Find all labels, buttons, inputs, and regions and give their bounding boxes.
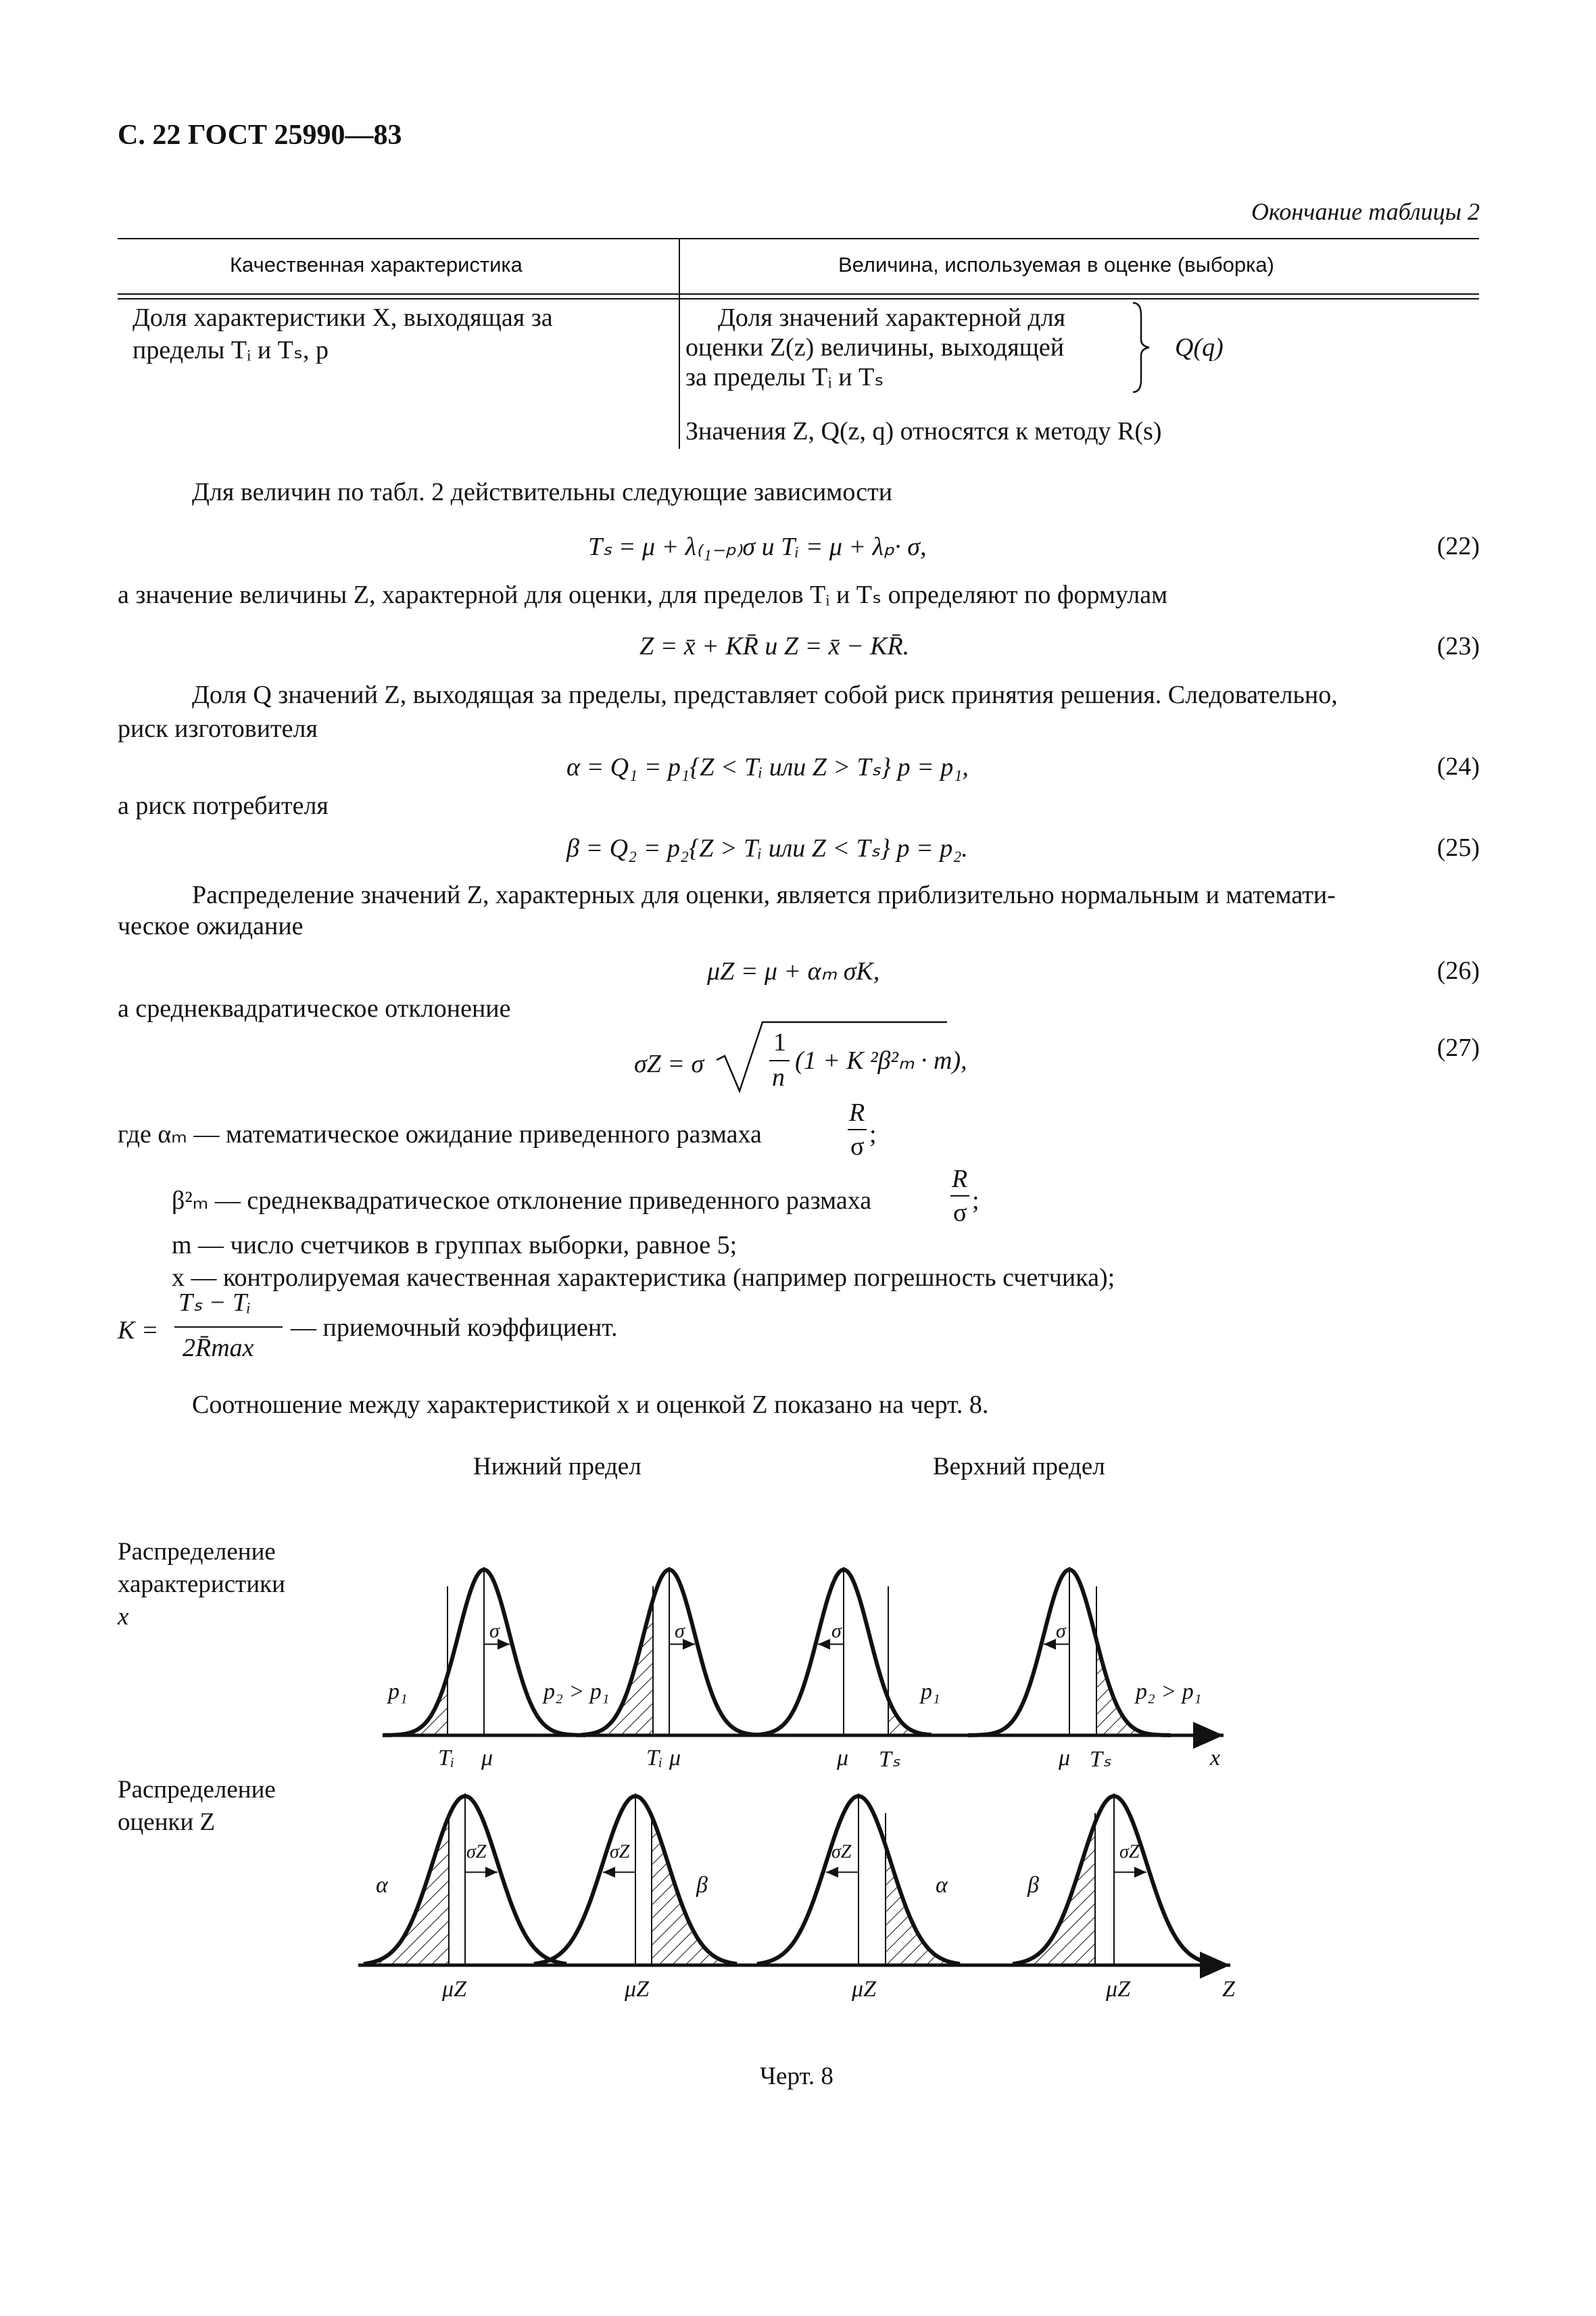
figure-lower-limit-heading: Нижний предел — [473, 1453, 642, 1480]
paragraph-3-line1: Доля Q значений Z, выходящая за пределы, представляет собой риск принятия решения. Следовательно, — [192, 681, 1338, 709]
bell-upper-p2 — [968, 1567, 1171, 1735]
page-header: С. 22 ГОСТ 25990—83 — [118, 120, 402, 151]
equation-27-fraction-den: n — [772, 1063, 785, 1092]
table-cell-r1c2-line2: оценки Z(z) величины, выходящей — [685, 333, 1065, 362]
label-mu-3: μ — [837, 1745, 849, 1770]
label-alpha-2: α — [936, 1873, 948, 1898]
definition-k-num: Tₛ − Tᵢ — [178, 1288, 251, 1317]
table-cell-r1c1-line1: Доля характеристики X, выходящая за — [132, 304, 553, 332]
table-cell-r1c2-symbol: Q(q) — [1175, 333, 1224, 362]
equation-26: μZ = μ + αₘ σK, — [707, 957, 880, 986]
label-beta-1: β — [696, 1873, 708, 1898]
label-ti-1: Tᵢ — [438, 1745, 455, 1770]
bell-lower-p2 — [581, 1567, 757, 1735]
figure-upper-limit-heading: Верхний предел — [933, 1453, 1105, 1480]
bell-estimate-beta-2 — [1013, 1793, 1215, 1965]
equation-25: β = Q₂ = p₂{Z > Tᵢ или Z < Tₛ} p = p₂. — [566, 834, 968, 863]
characteristic-distribution-row — [383, 1567, 1171, 1735]
figure-row1-label-line1: Распределение — [118, 1538, 276, 1566]
figure-row1-label-line3: x — [118, 1603, 129, 1631]
table-header-col1: Качественная характеристика — [230, 253, 523, 276]
equation-26-number: (26) — [1436, 957, 1480, 985]
definition-alpha-frac-den: σ — [850, 1132, 865, 1161]
tail-hatch — [886, 1845, 960, 1965]
equation-27-lhs: σZ = σ — [634, 1050, 704, 1078]
table-header-col2: Величина, используемая в оценке (выборка) — [838, 253, 1274, 276]
definition-beta-semicolon: ; — [972, 1186, 980, 1215]
estimate-distribution-row — [364, 1793, 1215, 1965]
bell-upper-p1 — [756, 1567, 932, 1735]
label-mu-4: μ — [1059, 1745, 1071, 1770]
label-ts-2: Tₛ — [1090, 1747, 1111, 1772]
definition-x: x — контролируемая качественная характеристика (например погрешность счетчика); — [172, 1263, 1115, 1292]
figure-row2-label-line2: оценки Z — [118, 1808, 216, 1836]
table-cell-r1c2-line1: Доля значений характерной для — [718, 304, 1066, 332]
paragraph-6: а среднеквадратическое отклонение — [118, 994, 511, 1023]
label-muz-2: μZ — [625, 1977, 649, 2002]
label-muz-1: μZ — [442, 1977, 466, 2002]
table-continuation-label: Окончание таблицы 2 — [1251, 198, 1480, 225]
label-beta-2: β — [1027, 1873, 1039, 1898]
label-p2gtp1-2: p₂ > p₁ — [1136, 1679, 1202, 1704]
label-muz-3: μZ — [852, 1977, 876, 2002]
equation-27-number: (27) — [1436, 1034, 1480, 1062]
bell-estimate-alpha-2 — [757, 1793, 960, 1965]
label-sigmaz-1: σZ — [466, 1841, 487, 1862]
label-p1-1: p₁ — [388, 1679, 408, 1704]
label-mu-1: μ — [481, 1745, 493, 1770]
label-ts-1: Tₛ — [879, 1747, 900, 1772]
figure-row2-label-line1: Распределение — [118, 1776, 276, 1804]
tail-hatch — [652, 1816, 737, 1965]
label-sigma-1: σ — [489, 1620, 500, 1642]
equation-24-number: (24) — [1436, 752, 1480, 781]
definition-beta-frac-den: σ — [953, 1199, 967, 1227]
label-mu-2: μ — [669, 1745, 681, 1770]
equation-25-number: (25) — [1436, 834, 1480, 862]
definition-beta-m: β²ₘ — среднеквадратическое отклонение приведенного размаха — [172, 1186, 872, 1215]
definition-beta-frac-num: R — [952, 1165, 968, 1193]
definition-alpha-frac-num: R — [849, 1099, 865, 1127]
table-cell-r1c1-line2: пределы Tᵢ и Tₛ, p — [132, 336, 329, 364]
definition-m: m — число счетчиков в группах выборки, равное 5; — [172, 1231, 737, 1259]
equation-23-number: (23) — [1436, 632, 1480, 660]
label-x-axis: x — [1210, 1745, 1221, 1770]
definition-k-rest: — приемочный коэффициент. — [291, 1313, 618, 1342]
equation-27-fraction-num: 1 — [773, 1028, 786, 1057]
paragraph-2: а значение величины Z, характерной для оценки, для пределов Tᵢ и Tₛ определяют по формулам — [118, 581, 1168, 609]
table-cell-r1c2-line3: за пределы Tᵢ и Tₛ — [685, 363, 884, 391]
equation-24: α = Q₁ = p₁{Z < Tᵢ или Z > Tₛ} p = p₁, — [566, 753, 969, 781]
definition-alpha-m: где αₘ — математическое ожидание приведенного размаха — [118, 1120, 762, 1149]
table-cell-r2c2: Значения Z, Q(z, q) относятся к методу R(s) — [685, 417, 1162, 445]
paragraph-1: Для величин по табл. 2 действительны следующие зависимости — [192, 478, 893, 506]
label-sigma-2: σ — [675, 1620, 685, 1642]
equation-27-rest: (1 + K ²β²ₘ · m), — [795, 1046, 967, 1075]
label-muz-4: μZ — [1106, 1977, 1130, 2002]
equation-22-number: (22) — [1436, 532, 1480, 560]
label-p2gtp1-1: p₂ > p₁ — [543, 1679, 610, 1704]
label-alpha-1: α — [376, 1873, 388, 1898]
equation-22: Tₛ = μ + λ₍₁₋ₚ₎σ и Tᵢ = μ + λₚ· σ, — [588, 533, 927, 561]
figure-row1-label-line2: характеристики — [118, 1570, 285, 1598]
label-z-axis: Z — [1222, 1977, 1235, 2002]
paragraph-5-line2: ческое ожидание — [118, 912, 304, 940]
label-sigma-4: σ — [1056, 1620, 1066, 1642]
label-p1-2: p₁ — [921, 1679, 940, 1704]
bell-estimate-alpha-1 — [364, 1793, 566, 1965]
tail-hatch — [1013, 1823, 1095, 1965]
paragraph-3-line2: риск изготовителя — [118, 715, 318, 743]
paragraph-7: Соотношение между характеристикой x и оценкой Z показано на черт. 8. — [192, 1391, 989, 1419]
definition-k-lhs: K = — [118, 1316, 159, 1345]
paragraph-4: а риск потребителя — [118, 792, 329, 820]
paragraph-5-line1: Распределение значений Z, характерных для оценки, является приблизительно нормальным и математи- — [192, 881, 1336, 909]
bell-lower-p1 — [383, 1567, 585, 1735]
label-sigma-3: σ — [831, 1620, 842, 1642]
definition-k-den: 2R̄max — [183, 1334, 254, 1362]
label-ti-2: Tᵢ — [646, 1745, 663, 1770]
label-sigmaz-2: σZ — [610, 1841, 630, 1862]
figure-caption: Черт. 8 — [760, 2062, 833, 2090]
definition-alpha-semicolon: ; — [869, 1120, 877, 1149]
label-sigmaz-4: σZ — [1119, 1841, 1140, 1862]
label-sigmaz-3: σZ — [831, 1841, 852, 1862]
equation-23: Z = x̄ + KR̄ и Z = x̄ − KR̄. — [639, 632, 910, 660]
